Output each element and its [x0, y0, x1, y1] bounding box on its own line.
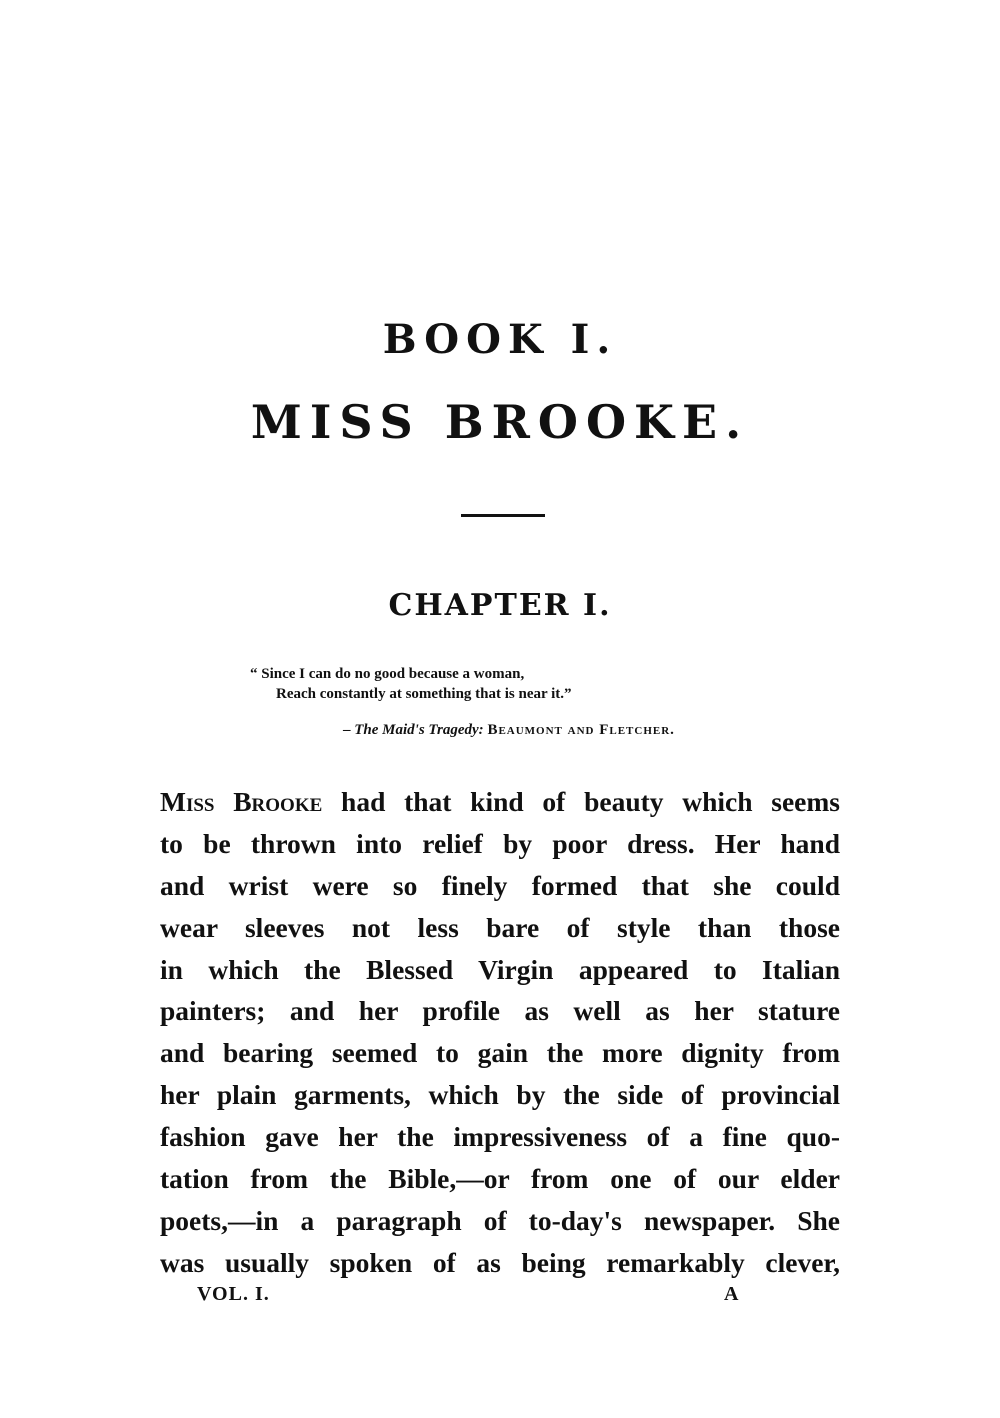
epigraph-line-1: “ Since I can do no good because a woman, — [250, 666, 525, 682]
attribution-dash: – — [343, 722, 355, 738]
body-line: wear sleeves not less bare of style than those — [160, 911, 840, 943]
body-line-text: had that kind of beauty which seems — [322, 786, 840, 817]
chapter-heading: CHAPTER I. — [388, 588, 612, 623]
body-line: and wrist were so finely formed that she could — [160, 869, 840, 901]
book-heading: BOOK I. — [382, 316, 618, 363]
signature-letter-mark: A — [724, 1283, 739, 1305]
body-line: was usually spoken of as being remarkably clever, — [160, 1246, 840, 1278]
signature-volume-mark: VOL. I. — [197, 1283, 270, 1305]
body-line: her plain garments, which by the side of provincial — [160, 1079, 840, 1111]
part-heading: MISS BROOKE. — [250, 395, 750, 449]
lead-in: Miss Brooke — [160, 786, 323, 817]
body-line: poets,—in a paragraph of to-day's newspaper. She — [160, 1204, 840, 1236]
body-line: fashion gave her the impressiveness of a fine quo- — [160, 1121, 840, 1153]
body-line: painters; and her profile as well as her stature — [160, 995, 840, 1027]
section-divider — [461, 514, 545, 517]
body-line: to be thrown into relief by poor dress. Her hand — [160, 827, 840, 859]
attribution-work: The Maid's Tragedy: — [354, 722, 484, 738]
body-line — [160, 781, 840, 823]
epigraph-line-2: Reach constantly at something that is near it.” — [276, 686, 572, 702]
body-line: and bearing seemed to gain the more dignity from — [160, 1037, 840, 1069]
body-paragraph — [160, 781, 840, 1284]
epigraph — [250, 664, 830, 704]
body-line: tation from the Bible,—or from one of our elder — [160, 1163, 840, 1195]
body-line: in which the Blessed Virgin appeared to Italian — [160, 953, 840, 985]
epigraph-attribution — [343, 719, 843, 741]
attribution-authors: Beaumont and Fletcher. — [487, 722, 675, 738]
